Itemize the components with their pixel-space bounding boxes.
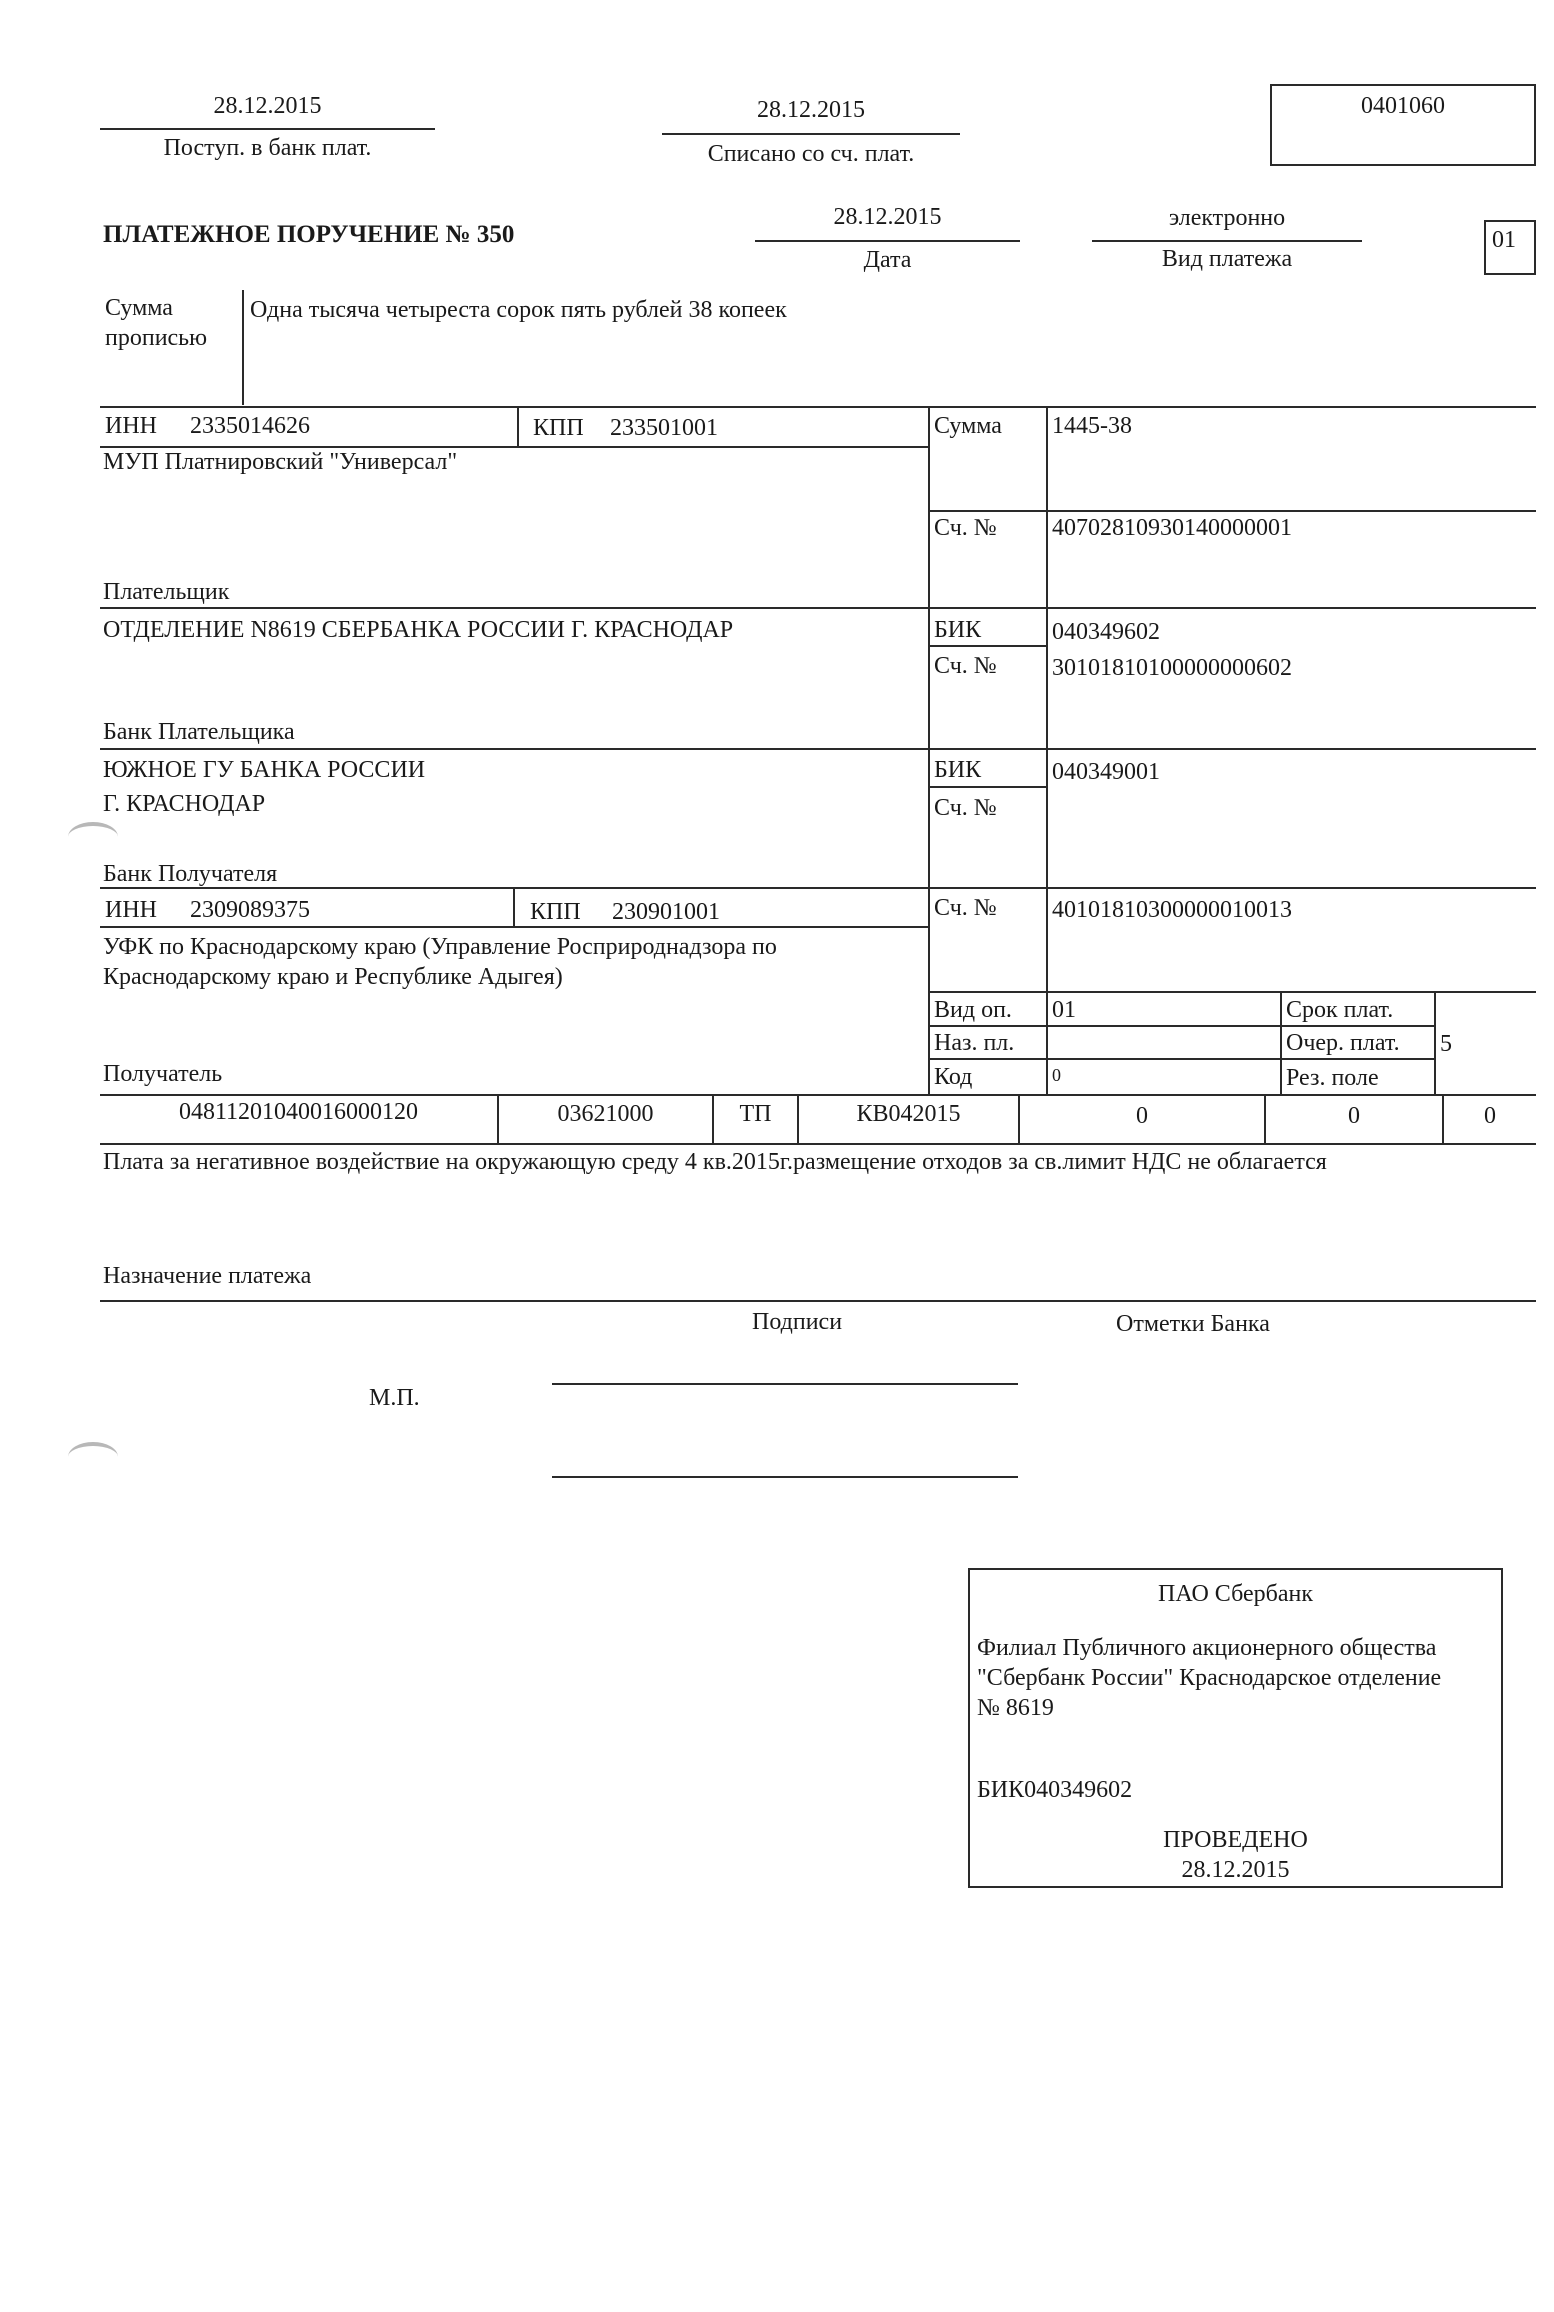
code-label: Код [934,1064,973,1090]
payer-kpp: 233501001 [610,415,718,441]
payer-kpp-label: КПП [533,415,584,441]
grid-vline [517,406,519,446]
grid-line [100,926,929,928]
form-code-box [1270,84,1536,166]
queue-label: Очер. плат. [1286,1030,1400,1056]
grid-line [100,1094,1536,1096]
payer-sum-label: Сумма [934,413,1002,439]
tax-field: 0 [1136,1103,1148,1129]
tax-field: 0 [1484,1103,1496,1129]
recipient-name-1: УФК по Краснодарскому краю (Управление Росприроднадзора по [103,934,777,960]
recipient-role-label: Получатель [103,1061,223,1087]
bank-marks-label: Отметки Банка [1116,1311,1270,1337]
received-date: 28.12.2015 [213,93,322,119]
recipient-inn: 2309089375 [190,897,310,923]
scan-shadow [68,822,118,852]
recipient-account-label: Сч. № [934,895,997,921]
reserve-label: Рез. поле [1286,1065,1379,1091]
grid-line [930,645,1048,647]
payer-bank-account-label: Сч. № [934,653,997,679]
recipient-bank-bik-label: БИК [934,757,982,783]
status-code: 01 [1492,227,1516,253]
payer-role-label: Плательщик [103,579,230,605]
grid-line [100,1143,1536,1145]
grid-line [100,446,929,448]
debited-label: Списано со сч. плат. [707,141,915,167]
received-date-line [100,128,435,130]
payer-bank-role-label: Банк Плательщика [103,719,295,745]
payment-type-line [1092,240,1362,242]
recipient-inn-label: ИНН [105,897,157,923]
bank-stamp-date: 28.12.2015 [1181,1857,1290,1883]
payer-inn-label: ИНН [105,413,157,439]
amount-words-label-1: Сумма [105,295,173,321]
grid-line [100,748,1536,750]
op-type-label: Вид оп. [934,997,1012,1023]
received-label: Поступ. в банк плат. [163,135,372,161]
tax-field: 04811201040016000120 [178,1099,419,1125]
bank-stamp-line-2: Филиал Публичного акционерного общества [977,1635,1437,1661]
payment-purpose: Плата за негативное воздействие на окружающую среду 4 кв.2015г.размещение отходов за св.лимит НДС не облагается [103,1149,1327,1175]
recipient-kpp-label: КПП [530,899,581,925]
debited-date: 28.12.2015 [757,97,865,123]
payer-bank-name: ОТДЕЛЕНИЕ N8619 СБЕРБАНКА РОССИИ Г. КРАСНОДАР [103,617,734,643]
amount-words-label-2: прописью [105,325,208,351]
recipient-kpp: 230901001 [612,899,720,925]
queue: 5 [1440,1031,1452,1057]
recipient-bank-bik: 040349001 [1052,759,1160,785]
grid-vline [513,887,515,926]
debited-date-line [662,133,960,135]
tax-field: 0 [1348,1103,1360,1129]
payer-account-label: Сч. № [934,515,997,541]
bank-stamp-bik: БИК040349602 [977,1777,1133,1803]
grid-line [930,510,1536,512]
bank-stamp [968,1568,1503,1888]
op-type: 01 [1052,997,1076,1023]
signature-line [552,1476,1018,1478]
recipient-bank-account-label: Сч. № [934,795,997,821]
tax-field: ТП [739,1101,772,1127]
grid-line [930,786,1048,788]
bank-stamp-line-3: "Сбербанк России" Краснодарское отделение [977,1665,1442,1691]
recipient-bank-role-label: Банк Получателя [103,861,278,887]
recipient-bank-name-1: ЮЖНОЕ ГУ БАНКА РОССИИ [103,757,426,783]
bank-stamp-line-4: № 8619 [977,1695,1054,1721]
payer-name: МУП Платнировский "Универсал" [103,449,458,475]
document-date-label: Дата [863,247,912,273]
payer-bank-bik-label: БИК [934,617,982,643]
grid-line [100,1300,1536,1302]
amount-words-value: Одна тысяча четыреста сорок пять рублей 38 копеек [250,297,787,323]
page-title: ПЛАТЕЖНОЕ ПОРУЧЕНИЕ № 350 [103,221,515,248]
grid-line [100,887,1536,889]
payer-sum: 1445-38 [1052,413,1132,439]
purpose-code-label: Наз. пл. [934,1030,1015,1056]
payment-type-label: Вид платежа [1161,246,1293,272]
grid-line [100,406,1536,408]
stamp-label: М.П. [369,1385,420,1411]
payment-purpose-label: Назначение платежа [103,1263,312,1289]
grid-line [930,991,1536,993]
scan-shadow [68,1442,118,1472]
grid-vline [1046,406,1048,1094]
bank-stamp-name: ПАО Сбербанк [1157,1581,1313,1607]
payment-type: электронно [1168,205,1286,231]
recipient-name-2: Краснодарскому краю и Республике Адыгея) [103,964,563,990]
grid-line [100,607,1536,609]
grid-vline [1280,991,1282,1094]
code: 0 [1052,1065,1061,1085]
payer-bank-bik: 040349602 [1052,619,1160,645]
amount-words-divider [242,290,244,405]
signature-line [552,1383,1018,1385]
status-code-box [1484,220,1536,275]
term-label: Срок плат. [1286,997,1394,1023]
grid-vline [928,406,930,1094]
recipient-account: 40101810300000010013 [1052,897,1292,923]
tax-field: КВ042015 [856,1101,961,1127]
grid-line [930,1025,1436,1027]
recipient-bank-name-2: Г. КРАСНОДАР [103,791,266,817]
bank-stamp-status: ПРОВЕДЕНО [1163,1827,1308,1853]
tax-field: 03621000 [557,1101,654,1127]
grid-vline [1434,991,1436,1094]
payer-account: 40702810930140000001 [1052,515,1292,541]
document-date-line [755,240,1020,242]
document-date: 28.12.2015 [833,204,942,230]
form-code: 0401060 [1361,93,1445,119]
signatures-label: Подписи [752,1309,843,1335]
payer-inn: 2335014626 [190,413,310,439]
payer-bank-account: 30101810100000000602 [1052,655,1292,681]
grid-line [930,1058,1436,1060]
